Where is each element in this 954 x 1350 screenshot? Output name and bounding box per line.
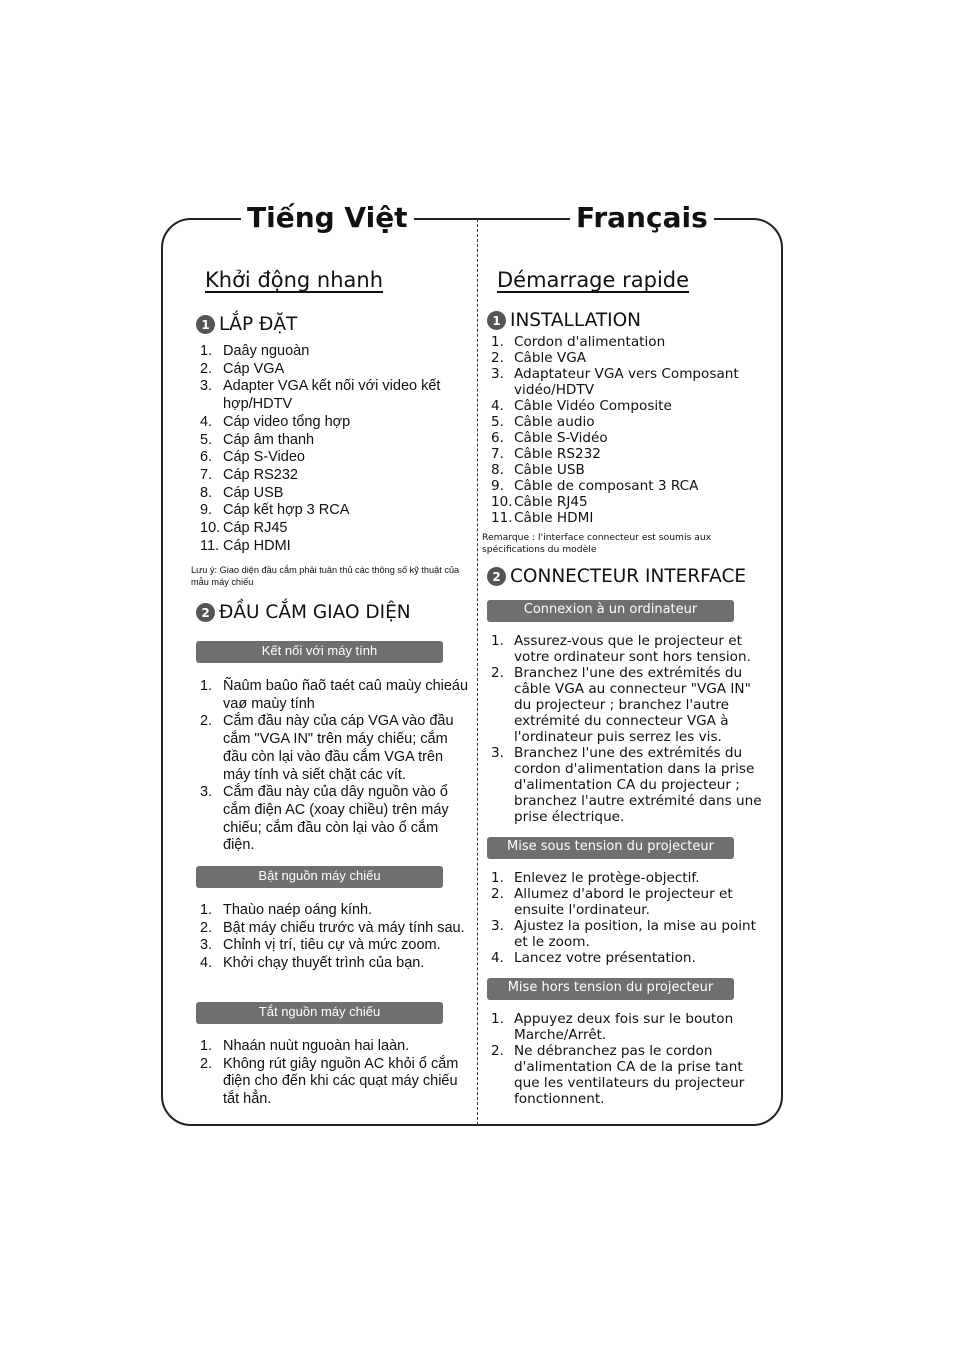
list-item: 8. Câble USB <box>491 462 585 478</box>
fr-quick-start-title: Démarrage rapide <box>497 268 690 292</box>
list-item: 9. Câble de composant 3 RCA <box>491 478 699 494</box>
list-item: 3. Chỉnh vị trí, tiêu cự và mức zoom. <box>200 937 441 954</box>
fr-power-on-bar: Mise sous tension du projecteur <box>487 837 734 859</box>
fr-installation-label: INSTALLATION <box>510 310 641 331</box>
vietnamese-language-title: Tiếng Việt <box>241 198 414 238</box>
list-item: 1. Nhaán nuùt nguoàn hai laàn. <box>200 1038 410 1054</box>
list-item: 2. Không rút giây nguồn AC khỏi ổ cắm điện cho đến khi các quạt máy chiếu tắt hẳn. <box>200 1055 459 1108</box>
vi-connector-label: ĐẦU CẮM GIAO DIỆN <box>219 602 411 623</box>
list-item: 2. Cáp VGA <box>200 360 285 377</box>
list-item: 5. Câble audio <box>491 414 595 430</box>
list-item: 1. Daây nguoàn <box>200 343 310 359</box>
list-item: 2. Bật máy chiếu trước và máy tính sau. <box>200 919 465 936</box>
vi-quick-start-title: Khởi động nhanh <box>205 268 384 292</box>
vi-connector-heading <box>196 602 411 623</box>
list-item: 2. Cắm đầu này của cáp VGA vào đầu cắm "VGA IN" trên máy chiếu; cắm đầu còn lại vào đầu cắm VGA trên máy tính và siết chặt các vít. <box>200 713 454 783</box>
list-item: 9. Cáp kết hợp 3 RCA <box>200 502 350 519</box>
step-number-icon: 1 <box>487 311 506 330</box>
list-item: 4. Khởi chạy thuyết trình của bạn. <box>200 955 425 972</box>
fr-cable-list <box>491 334 763 526</box>
vi-cable-list <box>200 343 470 555</box>
list-item: 2. Câble VGA <box>491 350 587 366</box>
fr-connector-heading <box>487 566 746 587</box>
vi-connect-computer-bar: Kết nối với máy tính <box>196 641 443 663</box>
list-item: 5. Cáp âm thanh <box>200 431 315 448</box>
list-item: 3. Branchez l'une des extrémités du cordon d'alimentation dans la prise d'alimentation CA du projecteur ; branchez l'autre extrémité dans une prise électrique. <box>491 745 762 825</box>
list-item: 7. Cáp RS232 <box>200 466 298 483</box>
list-item: 2. Branchez l'une des extrémités du câble VGA au connecteur "VGA IN" du projecteur ; branchez l'autre extrémité du connecteur VGA à l'ordinateur puis serrez les vis. <box>491 665 751 745</box>
fr-power-on-steps <box>491 870 763 966</box>
list-item: 3. Adaptateur VGA vers Composant vidéo/HDTV <box>491 366 739 398</box>
vi-installation-note: Lưu ý: Giao diện đầu cắm phải tuân thủ các thông số kỹ thuật của mẫu máy chiếu <box>191 565 460 587</box>
list-item: 1. Cordon d'alimentation <box>491 334 666 350</box>
list-item: 11. Cáp HDMI <box>200 537 291 554</box>
fr-power-off-bar: Mise hors tension du projecteur <box>487 978 734 1000</box>
list-item: 4. Cáp video tổng hợp <box>200 413 351 430</box>
vi-power-on-steps <box>200 902 470 973</box>
vi-power-on-bar: Bật nguồn máy chiếu <box>196 866 443 888</box>
list-item: 10. Cáp RJ45 <box>200 520 288 537</box>
list-item: 11. Câble HDMI <box>491 510 594 526</box>
fr-installation-heading <box>487 310 641 331</box>
list-item: 1. Assurez-vous que le projecteur et votre ordinateur sont hors tension. <box>491 633 751 665</box>
list-item: 7. Câble RS232 <box>491 446 601 462</box>
list-item: 1. Enlevez le protège-objectif. <box>491 870 700 886</box>
list-item: 3. Ajustez la position, la mise au point et le zoom. <box>491 918 756 950</box>
fr-connect-computer-bar: Connexion à un ordinateur <box>487 600 734 622</box>
fr-connector-label: CONNECTEUR INTERFACE <box>510 566 747 587</box>
step-number-icon: 1 <box>196 315 215 334</box>
vi-connect-steps <box>200 678 470 855</box>
vi-power-off-bar: Tắt nguồn máy chiếu <box>196 1002 443 1024</box>
list-item: 6. Câble S-Vidéo <box>491 430 608 446</box>
list-item: 1. Appuyez deux fois sur le bouton Marche/Arrêt. <box>491 1011 734 1043</box>
vi-installation-heading <box>196 314 297 335</box>
column-divider <box>477 219 478 1125</box>
list-item: 3. Cắm đầu này của dây nguồn vào ổ cắm điện AC (xoay chiều) trên máy chiếu; cắm đầu còn lại vào ổ cắm điện. <box>200 784 449 854</box>
list-item: 4. Câble Vidéo Composite <box>491 398 672 414</box>
list-item: 1. Ñaûm baûo ñaõ taét caû maùy chieáu vaø maùy tính <box>200 678 469 712</box>
step-number-icon: 2 <box>196 603 215 622</box>
list-item: 8. Cáp USB <box>200 484 284 501</box>
list-item: 10. Câble RJ45 <box>491 494 588 510</box>
list-item: 4. Lancez votre présentation. <box>491 950 696 966</box>
list-item: 2. Allumez d'abord le projecteur et ensuite l'ordinateur. <box>491 886 733 918</box>
fr-installation-note: Remarque : l'interface connecteur est soumis aux spécifications du modèle <box>482 532 712 555</box>
list-item: 2. Ne débranchez pas le cordon d'alimentation CA de la prise tant que les ventilateurs du projecteur fonctionnent. <box>491 1043 745 1107</box>
vi-installation-label: LẮP ĐẶT <box>219 314 298 335</box>
fr-connect-steps <box>491 633 763 825</box>
list-item: 1. Thaùo naép oáng kính. <box>200 902 373 918</box>
vi-power-off-steps <box>200 1038 470 1109</box>
step-number-icon: 2 <box>487 567 506 586</box>
list-item: 3. Adapter VGA kết nối với video kết hợp/HDTV <box>200 378 441 413</box>
list-item: 6. Cáp S-Video <box>200 449 305 466</box>
fr-power-off-steps <box>491 1011 763 1107</box>
french-language-title: Français <box>570 198 714 238</box>
